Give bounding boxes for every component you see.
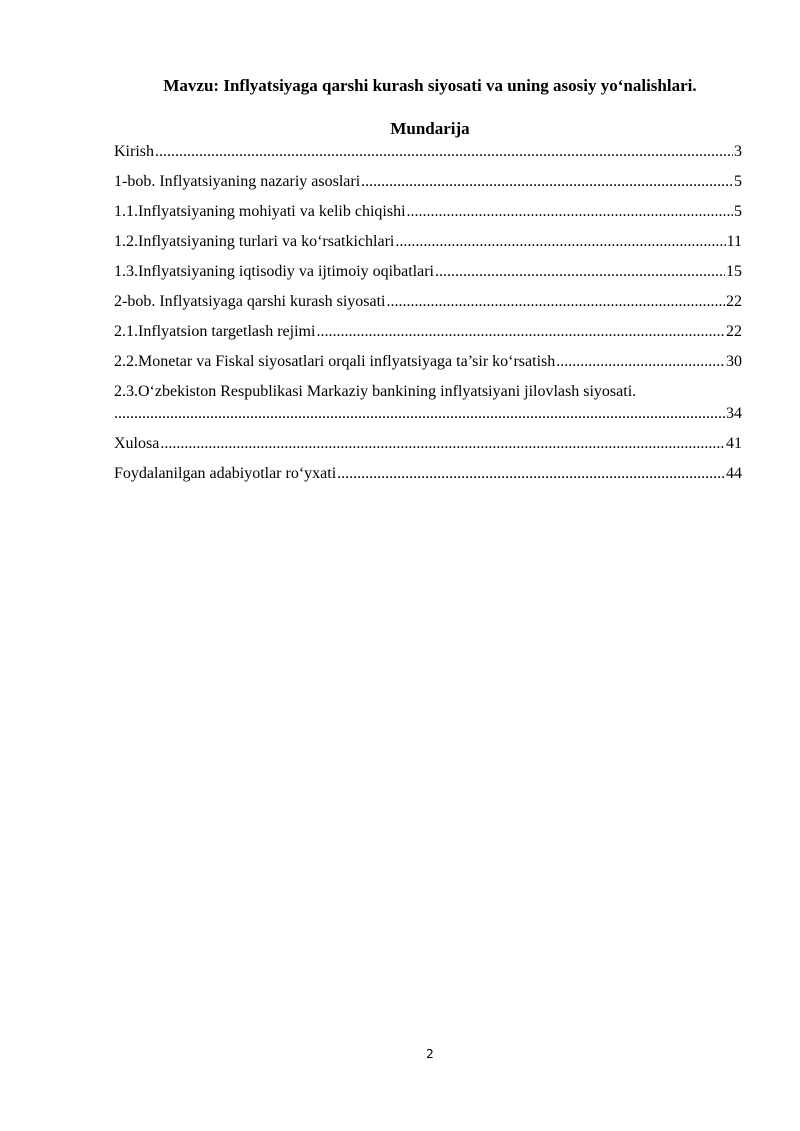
toc-entry-label: 1.3.Inflyatsiyaning iqtisodiy va ijtimoiy oqibatlari [114, 263, 434, 280]
toc-entry-label: 1-bob. Inflyatsiyaning nazariy asoslari [114, 173, 361, 190]
toc-leader-dots [407, 202, 733, 222]
toc-entry-chapter-1[interactable] [114, 172, 742, 192]
toc-entry-adabiyotlar[interactable] [114, 464, 742, 484]
toc-entry-page: 30 [726, 353, 742, 370]
toc-entry-2-1[interactable] [114, 322, 742, 342]
toc-leader-dots [435, 262, 725, 282]
document-title: Mavzu: Inflyatsiyaga qarshi kurash siyosati va uning asosiy yo‘nalishlari. [163, 76, 697, 95]
toc-leader-dots [316, 322, 725, 342]
toc-entry-label: 1.2.Inflyatsiyaning turlari va ko‘rsatkichlari [114, 233, 395, 250]
toc-entry-page: 34 [726, 405, 742, 422]
toc-entry-page: 44 [726, 465, 742, 482]
toc-entry-2-2[interactable] [114, 352, 742, 372]
toc-entry-label: 2.3.O‘zbekiston Respublikasi Markaziy bankining inflyatsiyani jilovlash siyosati. [114, 383, 637, 400]
toc-leader-dots [361, 172, 733, 192]
toc-entry-label: Xulosa [114, 435, 160, 452]
toc-entry-kirish[interactable] [114, 142, 742, 162]
toc-entry-1-3[interactable] [114, 262, 742, 282]
toc-leader-dots [155, 142, 733, 162]
toc-entry-page: 11 [726, 233, 742, 250]
toc-entry-label: Foydalanilgan adabiyotlar ro‘yxati [114, 465, 337, 482]
toc-entry-page: 3 [734, 143, 742, 160]
toc-entry-label: 2.2.Monetar va Fiskal siyosatlari orqali inflyatsiyaga ta’sir ko‘rsatish [114, 353, 556, 370]
toc-leader-dots [160, 434, 725, 454]
toc-entry-label: 1.1.Inflyatsiyaning mohiyati va kelib chiqishi [114, 203, 406, 220]
toc-leader-dots [337, 464, 725, 484]
toc-leader-dots [387, 292, 726, 312]
toc-leader-dots [114, 404, 725, 424]
page-number: 2 [426, 1047, 434, 1061]
toc-heading: Mundarija [390, 119, 470, 138]
toc-entry-label: 2-bob. Inflyatsiyaga qarshi kurash siyosati [114, 293, 386, 310]
toc-entry-page: 15 [726, 263, 742, 280]
toc-entry-page: 41 [726, 435, 742, 452]
toc-leader-dots [395, 232, 725, 252]
toc-entry-page: 5 [734, 203, 742, 220]
toc-entry-1-1[interactable] [114, 202, 742, 222]
toc-entry-1-2[interactable] [114, 232, 742, 252]
toc-entry-2-3[interactable] [114, 382, 742, 424]
toc-entry-label: 2.1.Inflyatsion targetlash rejimi [114, 323, 316, 340]
toc-entry-label: Kirish [114, 143, 154, 160]
toc-entry-xulosa[interactable] [114, 434, 742, 454]
toc-entry-page: 22 [726, 323, 742, 340]
toc-entry-page: 22 [726, 293, 742, 310]
toc-entry-page: 5 [734, 173, 742, 190]
toc-leader-dots [556, 352, 725, 372]
table-of-contents [114, 142, 742, 494]
toc-entry-chapter-2[interactable] [114, 292, 742, 312]
